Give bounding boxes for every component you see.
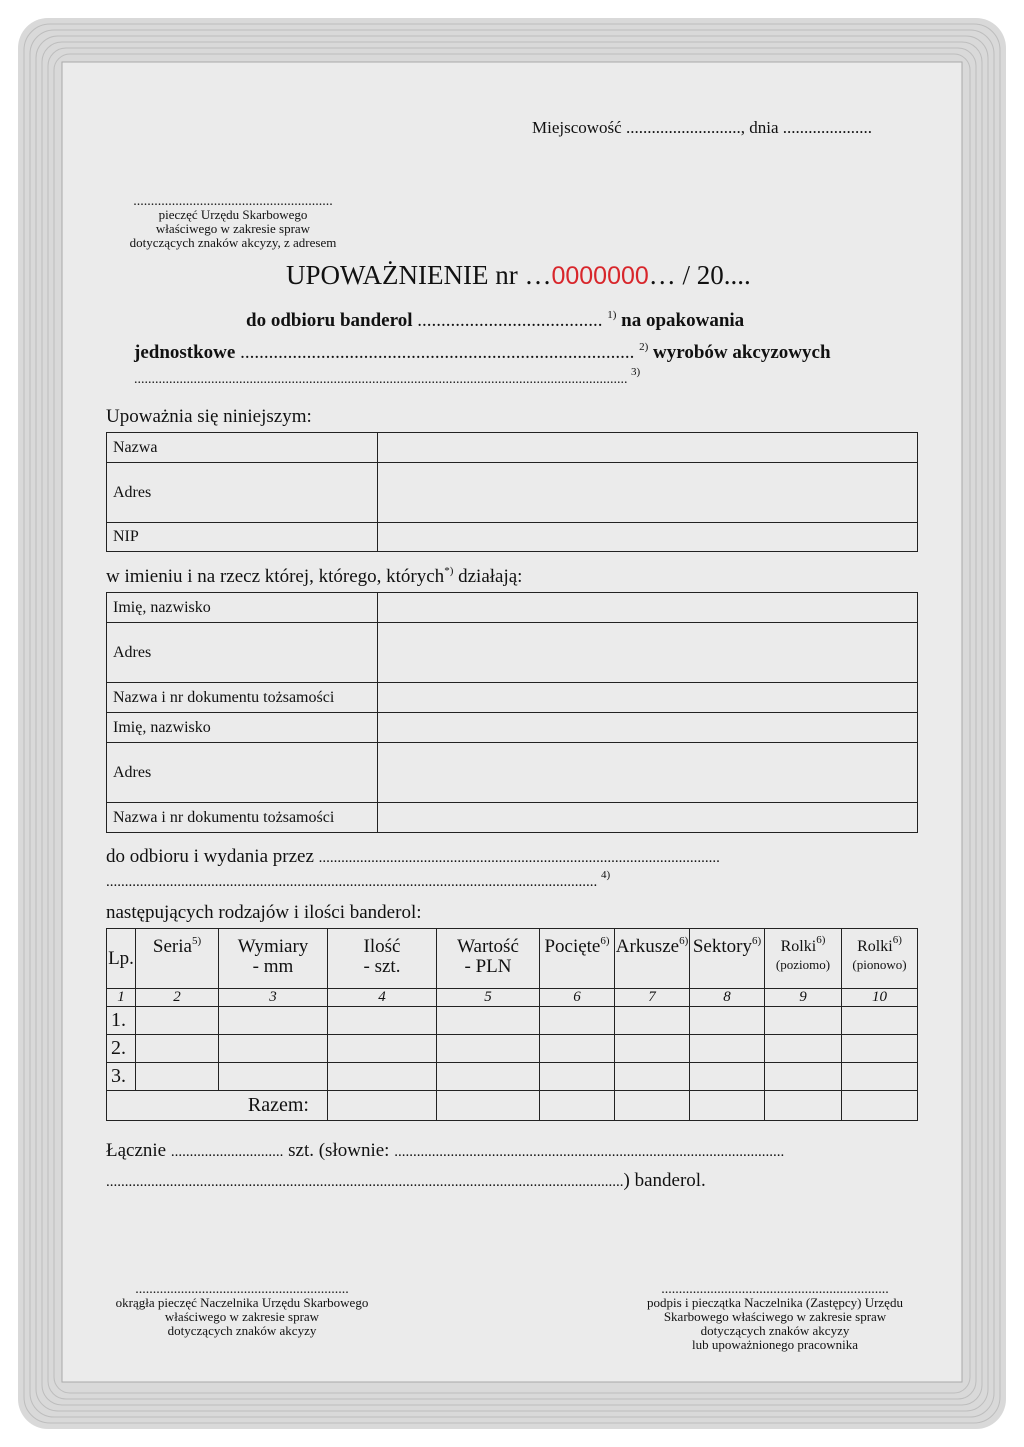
table-cell[interactable]	[842, 1035, 918, 1063]
name-value-cell[interactable]	[378, 713, 918, 743]
row-label: Imię, nazwisko	[107, 713, 378, 743]
column-header	[136, 929, 219, 989]
name-value-cell[interactable]	[378, 433, 918, 463]
table-cell[interactable]	[328, 1063, 437, 1091]
column-number: 2	[136, 989, 219, 1007]
total-count-field[interactable]: ..............................	[170, 1144, 284, 1160]
excise-goods-field[interactable]: .............................................................................................................................................	[134, 372, 628, 387]
table-cell[interactable]	[437, 1063, 540, 1091]
pickup-line-2	[106, 869, 611, 891]
pickup-field[interactable]: ...........................................................................................................	[318, 850, 720, 866]
column-header	[107, 929, 136, 989]
row-number: 2.	[107, 1035, 136, 1063]
total-label: Razem:	[107, 1091, 328, 1121]
column-header	[219, 929, 328, 989]
header-label: Wartość	[457, 936, 519, 957]
subtitle-line-3	[134, 366, 641, 388]
header-label: Wymiary	[237, 936, 309, 957]
row-label: Nazwa	[107, 433, 378, 463]
subtitle-text: na opakowania	[621, 310, 745, 331]
address-value-cell[interactable]	[378, 463, 918, 523]
row-number: 3.	[107, 1063, 136, 1091]
subtitle-line-2	[134, 342, 831, 364]
header-label: Rolki	[780, 938, 817, 955]
caption-line: dotyczących znaków akcyzy	[167, 1323, 317, 1338]
address-value-cell[interactable]	[378, 743, 918, 803]
total-line-1	[106, 1140, 784, 1162]
table-cell[interactable]	[136, 1007, 219, 1035]
header-label: Sektory	[692, 936, 752, 957]
stamp-caption-line: pieczęć Urzędu Skarbowego	[158, 207, 308, 222]
footnote-mark: *)	[444, 565, 454, 577]
caption-line: podpis i pieczątka Naczelnika (Zastępcy) Urzędu	[647, 1295, 903, 1310]
official-stamp-caption	[106, 1296, 378, 1338]
header-label: Seria	[152, 936, 192, 957]
footnote-mark: 5)	[191, 935, 202, 947]
footnote-mark: 1)	[607, 309, 617, 321]
row-label: Adres	[107, 623, 378, 683]
column-number: 1	[107, 989, 136, 1007]
header-label: Lp.	[108, 947, 134, 969]
total-end: ) banderol.	[623, 1170, 706, 1191]
stamp-caption-line: właściwego w zakresie spraw	[155, 221, 311, 236]
footnote-mark: 6)	[816, 934, 826, 946]
total-cell[interactable]	[328, 1091, 437, 1121]
footnote-mark: 6)	[679, 935, 689, 947]
table-cell[interactable]	[540, 1007, 615, 1035]
row-number: 1.	[107, 1007, 136, 1035]
row-label: Nazwa i nr dokumentu tożsamości	[107, 803, 378, 833]
column-header	[437, 929, 540, 989]
table-cell[interactable]	[437, 1007, 540, 1035]
column-number: 6	[540, 989, 615, 1007]
table-cell[interactable]	[540, 1063, 615, 1091]
section2-heading	[106, 566, 522, 588]
header-label: Pocięte	[544, 936, 601, 957]
signature-field[interactable]: .................................................................	[661, 1282, 889, 1297]
header-sub: - szt.	[363, 956, 401, 977]
total-cell[interactable]	[437, 1091, 540, 1121]
row-label: Imię, nazwisko	[107, 593, 378, 623]
column-header	[540, 929, 615, 989]
representatives-table	[106, 592, 918, 833]
packaging-field[interactable]: ...................................................................................	[240, 342, 635, 363]
column-header	[765, 929, 842, 989]
total-words-field-continued[interactable]: ..........................................................................................................................................	[106, 1174, 624, 1190]
header-label: Ilość	[363, 936, 401, 957]
table-cell[interactable]	[540, 1035, 615, 1063]
footnote-mark: 4)	[601, 869, 611, 881]
stamp-field[interactable]: .........................................................	[133, 194, 333, 209]
subtitle-text: do odbioru banderol	[246, 310, 413, 331]
authorization-number: 0000000	[551, 262, 649, 290]
section2-heading-text: w imieniu i na rzecz której, którego, których	[106, 566, 445, 587]
place-date-line	[532, 118, 872, 138]
table-cell[interactable]	[765, 1035, 842, 1063]
table-cell[interactable]	[842, 1007, 918, 1035]
column-header	[328, 929, 437, 989]
title-dots: …	[524, 260, 552, 290]
column-number: 5	[437, 989, 540, 1007]
banderol-type-field[interactable]: .......................................	[417, 310, 603, 331]
footnote-mark: 6)	[892, 934, 902, 946]
table-cell[interactable]	[219, 1063, 328, 1091]
section2-heading-end: działają:	[458, 566, 523, 587]
header-label: Rolki	[857, 938, 893, 955]
table-cell[interactable]	[615, 1063, 690, 1091]
total-cell[interactable]	[765, 1091, 842, 1121]
caption-line: okrągła pieczęć Naczelnika Urzędu Skarbowego	[115, 1295, 369, 1310]
footnote-mark: 6)	[600, 935, 610, 947]
total-cell[interactable]	[615, 1091, 690, 1121]
column-number-row	[107, 989, 918, 1007]
subtitle-text: jednostkowe	[134, 342, 236, 363]
place-field[interactable]: ...........................	[625, 118, 741, 137]
table-cell[interactable]	[136, 1063, 219, 1091]
table-row	[107, 1007, 918, 1035]
column-header	[615, 929, 690, 989]
column-header	[842, 929, 918, 989]
header-sub: - mm	[252, 956, 294, 977]
table-row	[107, 1035, 918, 1063]
section1-heading: Upoważnia się niniejszym:	[106, 406, 312, 427]
row-label: Nazwa i nr dokumentu tożsamości	[107, 683, 378, 713]
total-cell[interactable]	[540, 1091, 615, 1121]
table-cell[interactable]	[437, 1035, 540, 1063]
total-label: Łącznie	[106, 1140, 167, 1161]
caption-line: lub upoważnionego pracownika	[691, 1337, 859, 1352]
date-field[interactable]: .....................	[782, 118, 872, 137]
column-number: 9	[765, 989, 842, 1007]
column-number: 4	[328, 989, 437, 1007]
table-cell[interactable]	[765, 1007, 842, 1035]
column-header	[690, 929, 765, 989]
id-document-value-cell[interactable]	[378, 803, 918, 833]
caption-line: dotyczących znaków akcyzy	[700, 1323, 850, 1338]
name-value-cell[interactable]	[378, 593, 918, 623]
table-row	[107, 1063, 918, 1091]
address-value-cell[interactable]	[378, 623, 918, 683]
header-sub: (poziomo)	[775, 957, 831, 972]
document-title	[286, 260, 751, 291]
table-cell[interactable]	[615, 1007, 690, 1035]
table-cell[interactable]	[328, 1035, 437, 1063]
column-number: 10	[842, 989, 918, 1007]
footnote-mark: 3)	[631, 366, 641, 378]
total-row	[107, 1091, 918, 1121]
nip-value-cell[interactable]	[378, 523, 918, 552]
subtitle-text: wyrobów akcyzowych	[653, 342, 831, 363]
official-stamp-field[interactable]: .............................................................	[135, 1282, 349, 1297]
title-prefix: UPOWAŻNIENIE nr	[286, 260, 518, 290]
signature-caption	[630, 1296, 920, 1352]
table-cell[interactable]	[219, 1007, 328, 1035]
table-cell[interactable]	[136, 1035, 219, 1063]
caption-line: właściwego w zakresie spraw	[164, 1309, 320, 1324]
pickup-line-1	[106, 846, 720, 868]
table-cell[interactable]	[765, 1063, 842, 1091]
subtitle-line-1	[246, 310, 744, 332]
table-cell[interactable]	[690, 1007, 765, 1035]
total-cell[interactable]	[842, 1091, 918, 1121]
header-sub: (pionowo)	[852, 957, 907, 972]
banderol-table	[106, 928, 918, 1121]
table-cell[interactable]	[615, 1035, 690, 1063]
place-label: Miejscowość	[532, 118, 622, 137]
column-number: 8	[690, 989, 765, 1007]
id-document-value-cell[interactable]	[378, 683, 918, 713]
stamp-caption-line: dotyczących znaków akcyzy, z adresem	[129, 235, 337, 250]
date-label: , dnia	[740, 118, 779, 137]
pickup-label: do odbioru i wydania przez	[106, 846, 314, 867]
row-label: Adres	[107, 743, 378, 803]
column-number: 7	[615, 989, 690, 1007]
table-cell[interactable]	[328, 1007, 437, 1035]
column-number: 3	[219, 989, 328, 1007]
row-label: Adres	[107, 463, 378, 523]
total-words-field[interactable]: ........................................................................................................	[394, 1144, 785, 1160]
pickup-field-continued[interactable]: ...................................................................................................................................	[106, 874, 598, 890]
title-year: / 20....	[682, 260, 751, 290]
caption-line: Skarbowego właściwego w zakresie spraw	[663, 1309, 887, 1324]
words-label: szt. (słownie:	[288, 1140, 390, 1161]
banderol-types-heading: następujących rodzajów i ilości banderol:	[106, 902, 422, 923]
total-line-2	[106, 1170, 706, 1192]
table-cell[interactable]	[690, 1035, 765, 1063]
footnote-mark: 6)	[751, 935, 762, 947]
stamp-caption	[106, 208, 360, 250]
title-dots: …	[648, 260, 676, 290]
total-cell[interactable]	[690, 1091, 765, 1121]
table-cell[interactable]	[219, 1035, 328, 1063]
footnote-mark: 2)	[639, 341, 649, 353]
header-sub: - PLN	[464, 956, 512, 977]
table-cell[interactable]	[690, 1063, 765, 1091]
row-label: NIP	[107, 523, 378, 552]
authorized-entity-table	[106, 432, 918, 552]
header-label: Arkusze	[615, 936, 680, 957]
table-cell[interactable]	[842, 1063, 918, 1091]
